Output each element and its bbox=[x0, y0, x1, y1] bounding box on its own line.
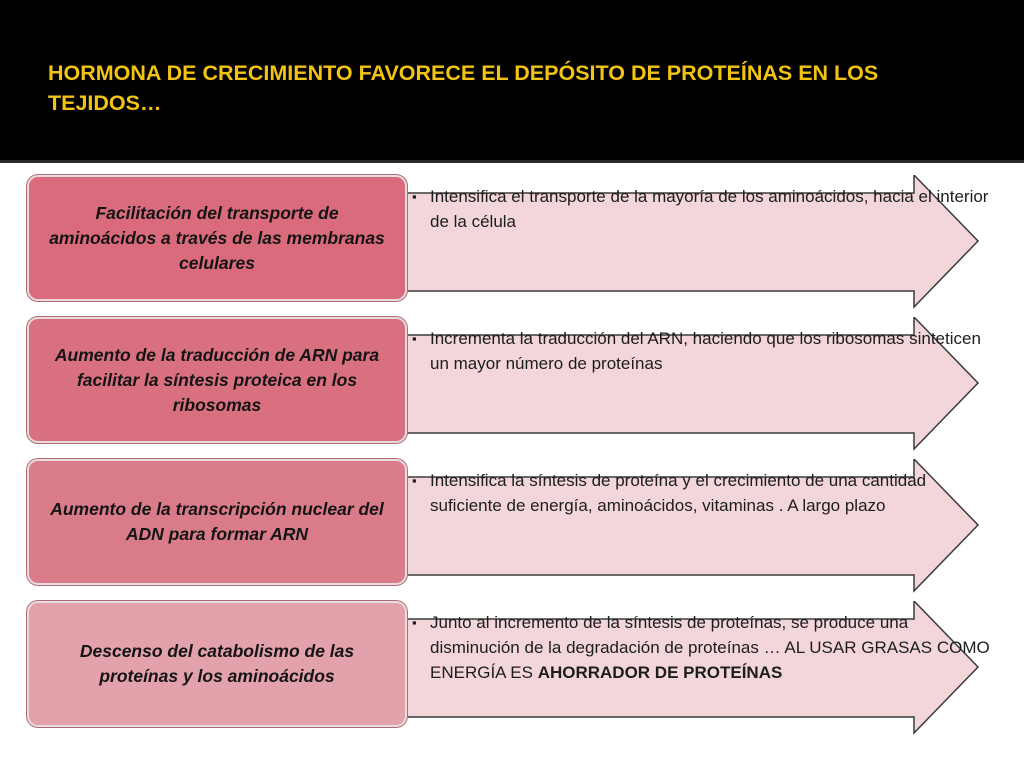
slide-title: HORMONA DE CRECIMIENTO FAVORECE EL DEPÓSITO DE PROTEÍNAS EN LOS TEJIDOS… bbox=[48, 61, 879, 115]
process-label-box bbox=[27, 459, 407, 585]
process-label-box bbox=[27, 601, 407, 727]
process-row bbox=[0, 601, 1024, 733]
process-row bbox=[0, 175, 1024, 307]
process-label-box bbox=[27, 175, 407, 301]
process-label-box bbox=[27, 317, 407, 443]
detail-text: ▪ Intensifica la síntesis de proteína y el crecimiento de una cantidad suficiente de energía, aminoácidos, vitaminas . A largo plazo bbox=[412, 468, 990, 518]
process-label: Aumento de la traducción de ARN para facilitar la síntesis proteica en los ribosomas bbox=[54, 344, 380, 415]
process-row bbox=[0, 317, 1024, 449]
process-label: Aumento de la transcripción nuclear del ADN para formar ARN bbox=[50, 499, 384, 544]
detail-text: ▪ Incrementa la traducción del ARN, haciendo que los ribosomas sinteticen un mayor número de proteínas bbox=[412, 326, 990, 376]
detail-text: ▪ Intensifica el transporte de la mayoría de los aminoácidos, hacia el interior de la célula bbox=[412, 184, 990, 234]
detail-text: ▪ Junto al incremento de la síntesis de proteínas, se produce una disminución de la degradación de proteínas … AL USAR GRASAS COMO ENERGÍA ES AHORRADOR DE PROTEÍNAS bbox=[412, 610, 990, 685]
process-label: Descenso del catabolismo de las proteínas y los aminoácidos bbox=[79, 641, 355, 686]
process-row bbox=[0, 459, 1024, 591]
process-label: Facilitación del transporte de aminoácidos a través de las membranas celulares bbox=[49, 202, 385, 273]
header-divider bbox=[0, 160, 1024, 163]
title-bar bbox=[0, 0, 1024, 160]
